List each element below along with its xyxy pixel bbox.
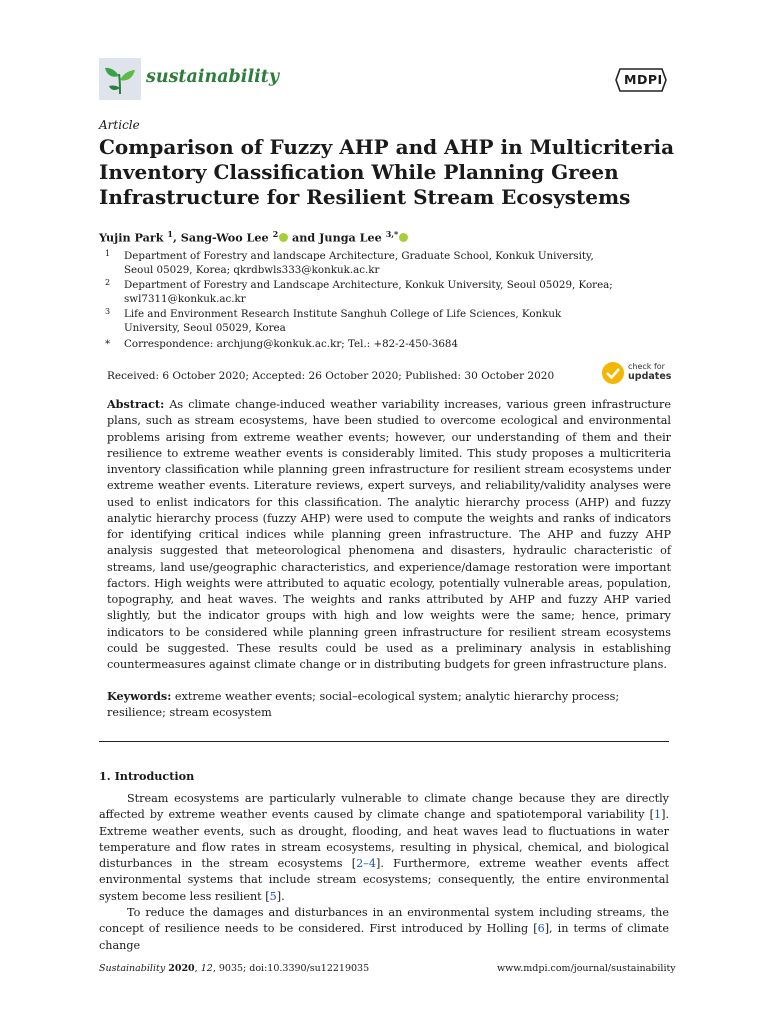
citation-link[interactable]: 1	[653, 808, 662, 822]
publication-dates: Received: 6 October 2020; Accepted: 26 October 2020; Published: 30 October 2020	[107, 370, 555, 382]
mdpi-logo-icon[interactable]	[614, 67, 668, 97]
author-separator: ,	[172, 230, 181, 245]
check-updates-line2: updates	[628, 371, 672, 382]
affiliation	[99, 249, 619, 277]
affiliation-text: Department of Forestry and Landscape Architecture, Konkuk University, Seoul 05029, Korea; swl7311@konkuk.ac.kr	[124, 279, 613, 305]
paragraph-text: ]. Extreme weather events, such as drought, flooding, and heat waves lead to fluctuations in water temperature and flow rates in stream ecosystems, resulting in physical, chemical, and biological disturbances in the stream ecosystems [	[99, 808, 669, 871]
check-updates-line1: check for	[628, 362, 665, 371]
author-affiliation-number: 2	[272, 229, 279, 239]
keywords-text: extreme weather events; social–ecological system; analytic hierarchy process; resilience; stream ecosystem	[107, 690, 620, 720]
citation-link[interactable]: 6	[537, 922, 545, 936]
citation-link[interactable]: 5	[269, 889, 277, 903]
footer-comma: ,	[194, 963, 201, 974]
orcid-icon[interactable]	[279, 233, 288, 242]
author-affiliation-number: 1	[167, 229, 173, 239]
affiliation-number: 3	[105, 307, 111, 316]
footer-volume: 12	[200, 963, 213, 974]
section-heading: 1. Introduction	[99, 769, 195, 783]
affiliation-text: Life and Environment Research Institute Sanghuh College of Life Sciences, Konkuk University, Seoul 05029, Korea	[124, 308, 562, 334]
paragraph	[99, 791, 669, 905]
orcid-icon[interactable]	[399, 233, 408, 242]
paragraph-text: Stream ecosystems are particularly vulnerable to climate change because they are directly affected by extreme weather events caused by climate change and spatiotemporal variability [	[99, 792, 669, 822]
journal-name[interactable]: sustainability	[146, 67, 279, 87]
paragraph-text: ], in terms of climate change	[99, 922, 669, 952]
article-type: Article	[99, 118, 140, 132]
author-name[interactable]: Junga Lee	[319, 230, 382, 245]
footer-journal: Sustainability	[99, 963, 166, 974]
journal-logo-icon	[99, 58, 141, 100]
keywords-label: Keywords:	[107, 689, 172, 703]
paragraph-text: To reduce the damages and disturbances in an environmental system including streams, the concept of resilience needs to be considered. First introduced by Holling [	[99, 906, 669, 936]
citation-link[interactable]: 2–4	[356, 857, 376, 871]
footer-journal-url[interactable]: www.mdpi.com/journal/sustainability	[497, 963, 676, 974]
correspondence	[99, 337, 619, 351]
section-divider	[99, 741, 669, 742]
abstract-text: As climate change-induced weather variability increases, various green infrastructure plans, such as stream ecosystems, have been studied to overcome ecological and environmental problems arising from extreme weather events; however, our understanding of them and their resilience to extreme weather events is considerably limited. This study proposes a multicriteria inventory classification while planning green infrastructure for resilient stream ecosystems under extreme weather events. Literature reviews, expert surveys, and reliability/validity analyses were used to enlist indicators for this classification. The analytic hierarchy process (AHP) and fuzzy analytic hierarchy process (fuzzy AHP) were used to compute the weights and ranks of indicators for identifying critical indices while planning green infrastructure. The AHP and fuzzy AHP analysis suggested that meteorological phenomena and disasters, hydraulic characteristic of streams, land use/geographic characteristics, and experience/damage restoration were important factors. High weights were attributed to aquatic ecology, potentially vulnerable areas, population, topography, and heat waves. The weights and ranks attributed by AHP and fuzzy AHP varied slightly, but the indicator groups with high and low weights were the same; hence, primary indicators to be considered while planning green infrastructure for resilient stream ecosystems could be suggested. These results could be used as a preliminary analysis in establishing countermeasures against climate change or in distributing budgets for green infrastructure plans.	[107, 398, 671, 671]
affiliation-text: Department of Forestry and landscape Architecture, Graduate School, Konkuk University, Seoul 05029, Korea; qkrdbwls333@konkuk.ac.kr	[124, 250, 594, 276]
abstract	[107, 396, 671, 673]
abstract-label: Abstract:	[107, 397, 165, 411]
mdpi-logo-text: MDPI	[624, 72, 663, 87]
correspondence-text: Correspondence: archjung@konkuk.ac.kr; Tel.: +82-2-450-3684	[124, 338, 459, 350]
keywords	[107, 688, 671, 722]
paragraph-text: ].	[276, 889, 285, 903]
affiliation	[99, 307, 619, 335]
author-affiliation-number: 3,*	[385, 229, 399, 239]
correspondence-marker: *	[105, 338, 111, 350]
footer-year: 2020	[168, 963, 195, 974]
affiliation	[99, 278, 619, 306]
paragraph	[99, 905, 669, 954]
affiliation-number: 2	[105, 278, 111, 287]
affiliation-number: 1	[105, 249, 111, 258]
footer-doi[interactable]: , 9035; doi:10.3390/su12219035	[212, 963, 370, 974]
paragraph-text: ]. Furthermore, extreme weather events affect environmental systems that include stream ecosystems; consequently, the entire environmental system become less resilient [	[99, 857, 669, 903]
author-separator: and	[288, 230, 320, 245]
author-list	[99, 229, 408, 245]
author-name[interactable]: Yujin Park	[99, 230, 164, 245]
footer-citation	[99, 963, 369, 974]
paper-title: Comparison of Fuzzy AHP and AHP in Multicriteria Inventory Classification While Planning Green Infrastructure for Resilient Stream Ecosystems	[99, 135, 675, 209]
author-name[interactable]: Sang-Woo Lee	[180, 230, 269, 245]
check-updates-icon	[601, 361, 625, 385]
